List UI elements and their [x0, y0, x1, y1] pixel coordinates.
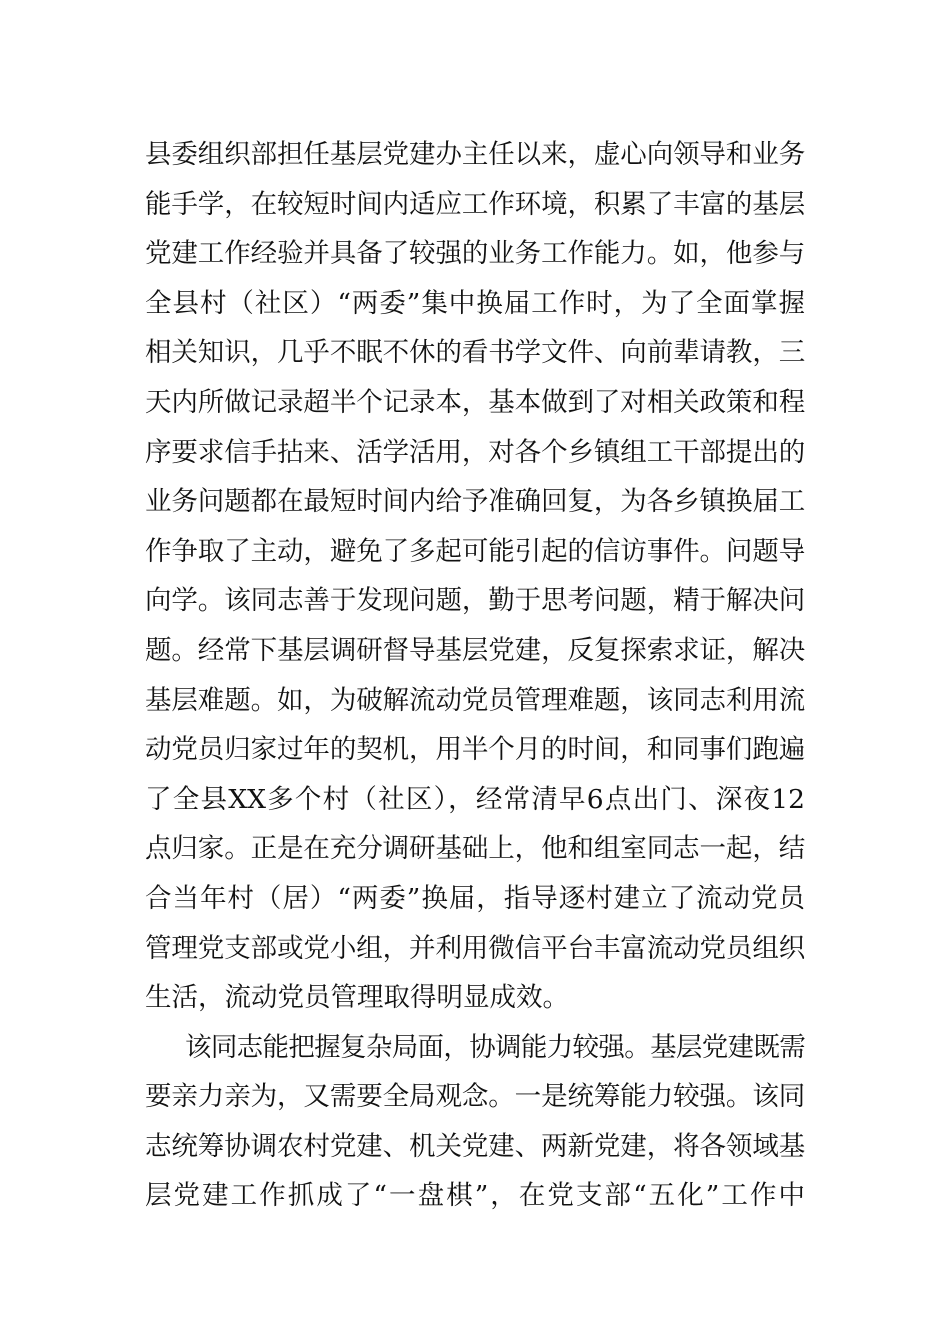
text-line: 业务问题都在最短时间内给予准确回复，为各乡镇换届工 — [145, 486, 805, 518]
text-line: 向学。该同志善于发现问题，勤于思考问题，精于解决问 — [145, 585, 805, 617]
text-line: 要亲力亲为，又需要全局观念。一是统筹能力较强。该同 — [145, 1081, 805, 1113]
text-line: 相关知识，几乎不眠不休的看书学文件、向前辈请教，三 — [145, 337, 805, 369]
text-line: 题。经常下基层调研督导基层党建，反复探索求证，解决 — [145, 634, 805, 666]
text-line: 全县村（社区）“两委”集中换届工作时，为了全面掌握 — [145, 287, 805, 319]
text-line: 管理党支部或党小组，并利用微信平台丰富流动党员组织 — [145, 932, 805, 964]
text-line: 能手学，在较短时间内适应工作环境，积累了丰富的基层 — [145, 188, 805, 220]
text-line: 层党建工作抓成了“一盘棋”，在党支部“五化”工作中 — [145, 1180, 805, 1212]
text-line-paragraph-end: 生活，流动党员管理取得明显成效。 — [145, 982, 569, 1014]
text-line-paragraph-start: 该同志能把握复杂局面，协调能力较强。基层党建既需 — [185, 1031, 805, 1063]
text-line: 序要求信手拈来、活学活用，对各个乡镇组工干部提出的 — [145, 436, 805, 468]
text-line: 天内所做记录超半个记录本，基本做到了对相关政策和程 — [145, 386, 805, 418]
text-line: 点归家。正是在充分调研基础上，他和组室同志一起，结 — [145, 833, 805, 865]
text-line: 基层难题。如，为破解流动党员管理难题，该同志利用流 — [145, 684, 805, 716]
text-line: 动党员归家过年的契机，用半个月的时间，和同事们跑遍 — [145, 734, 805, 766]
text-line: 了全县XX多个村（社区），经常清早6点出门、深夜12 — [145, 783, 805, 815]
text-line: 作争取了主动，避免了多起可能引起的信访事件。问题导 — [145, 535, 805, 567]
text-line: 县委组织部担任基层党建办主任以来，虚心向领导和业务 — [145, 139, 805, 170]
document-body — [145, 130, 805, 1221]
text-line: 合当年村（居）“两委”换届，指导逐村建立了流动党员 — [145, 882, 805, 914]
text-line: 党建工作经验并具备了较强的业务工作能力。如，他参与 — [145, 238, 805, 270]
text-line: 志统筹协调农村党建、机关党建、两新党建，将各领域基 — [145, 1130, 805, 1162]
